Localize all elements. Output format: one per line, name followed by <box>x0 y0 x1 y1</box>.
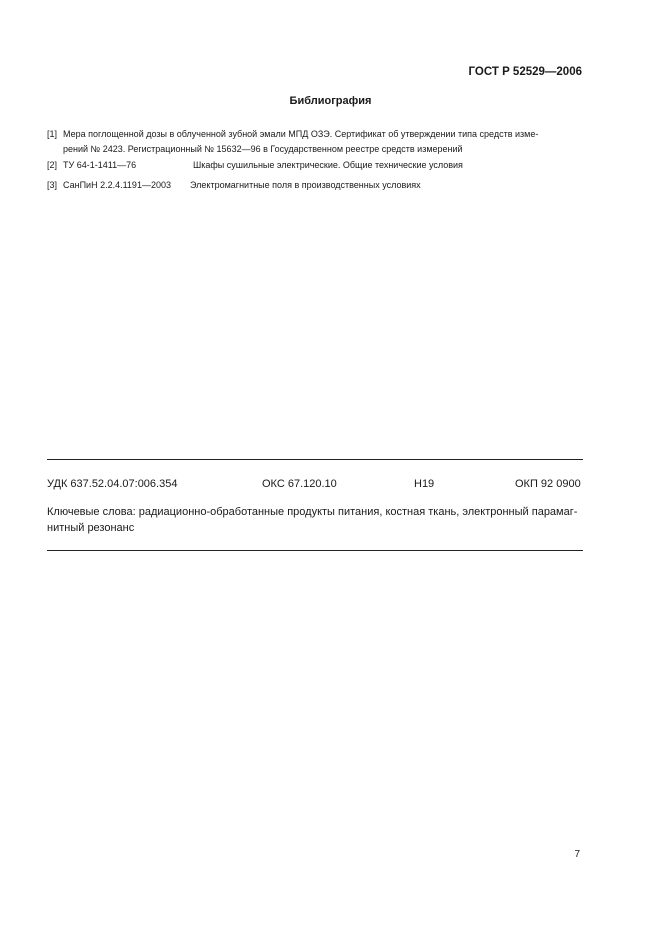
bibliography-item-code: ТУ 64-1-1411—76 <box>63 160 137 170</box>
bibliography-item <box>47 158 587 173</box>
group-code: Н19 <box>414 478 435 490</box>
keywords-line: Ключевые слова: радиационно-обработанные продукты питания, костная ткань, электронный парамаг- <box>47 506 578 518</box>
keywords <box>47 504 587 536</box>
bibliography-item <box>47 127 587 157</box>
okp-code: ОКП 92 0900 <box>515 478 581 490</box>
bibliography-item-number: [3] <box>47 180 58 190</box>
bibliography-title: Библиография <box>289 95 372 107</box>
page-number: 7 <box>574 849 580 860</box>
bibliography-item-text: Электромагнитные поля в производственных условиях <box>190 180 421 190</box>
bibliography-item-text: Шкафы сушильные электрические. Общие технические условия <box>193 160 463 170</box>
bibliography-item-code: СанПиН 2.2.4.1191—2003 <box>63 180 171 190</box>
bibliography-item-number: [2] <box>47 160 58 170</box>
divider-top <box>47 459 583 460</box>
keywords-line: нитный резонанс <box>47 522 135 534</box>
bibliography-item-text-continuation: рений № 2423. Регистрационный № 15632—96 в Государственном реестре средств измерений <box>63 144 463 154</box>
divider-bottom <box>47 550 583 551</box>
oks-code: ОКС 67.120.10 <box>262 478 337 490</box>
bibliography-item-text: Мера поглощенной дозы в облученной зубной эмали МПД ОЗЭ. Сертификат об утверждении типа средств изме- <box>63 129 539 139</box>
bibliography-item <box>47 178 587 193</box>
udk-code: УДК 637.52.04.07:006.354 <box>47 478 178 490</box>
document-code: ГОСТ Р 52529—2006 <box>468 66 582 78</box>
bibliography-item-number: [1] <box>47 129 58 139</box>
